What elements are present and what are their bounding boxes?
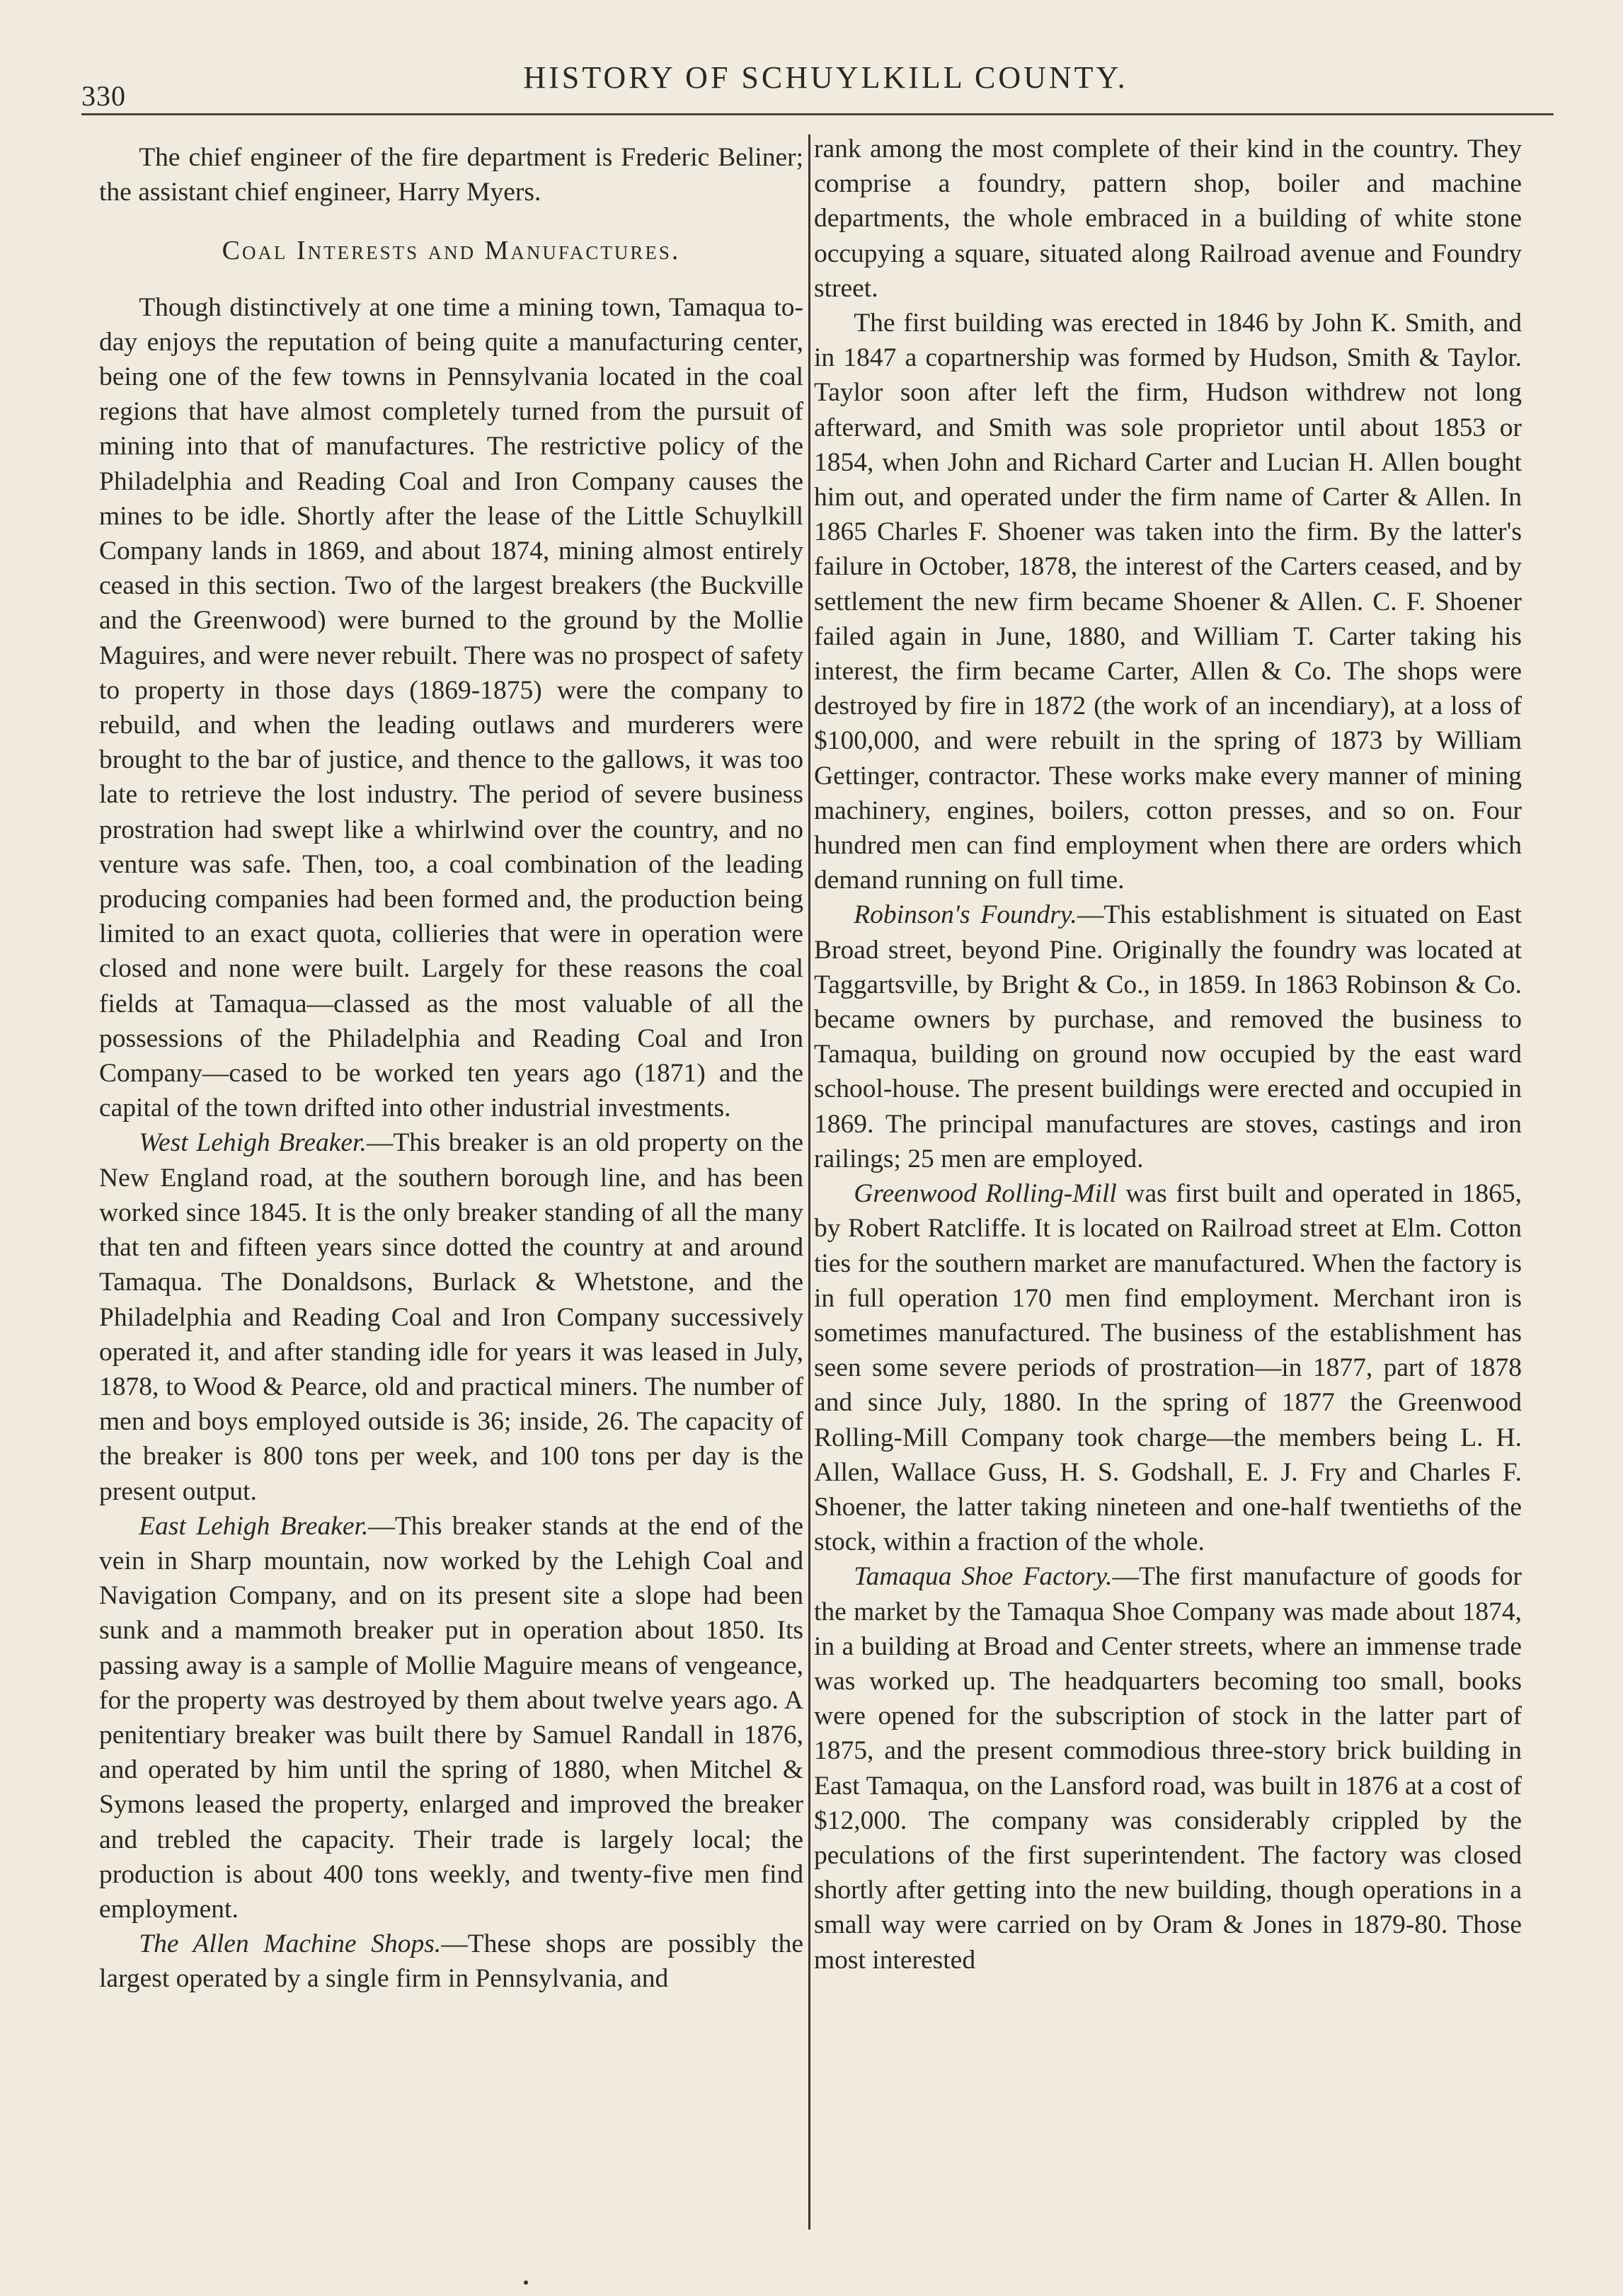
west-lehigh-breaker-paragraph [99,1125,803,1508]
tamaqua-shoe-factory-paragraph [814,1559,1522,1977]
allen-shops-history-paragraph: The first building was erected in 1846 by John K. Smith, and in 1847 a copartnership was formed by Hudson, Smith & Taylor. Taylor soon after left the firm, Hudson withdrew not long afterward, and Smith was sole proprietor until about 1853 or 1854, when John and Richard Carter and Lucian H. Allen bought him out, and operated under the firm name of Carter & Allen. In 1865 Charles F. Shoener was taken into the firm. By the latter's failure in October, 1878, the interest of the Carters ceased, and by settlement the new firm became Shoener & Allen. C. F. Shoener failed again in June, 1880, and William T. Carter taking his interest, the firm became Carter, Allen & Co. The shops were destroyed by fire in 1872 (the work of an incendiary), at a loss of $100,000, and were rebuilt in the spring of 1873 by William Gettinger, contractor. These works make every manner of mining machinery, engines, boilers, cotton presses, and so on. Four hundred men can find employment when there are orders which demand running on full time. [814,309,1522,895]
robinsons-foundry-paragraph [814,897,1522,1176]
left-column [99,140,803,1997]
right-column [814,132,1522,1978]
header-rule [81,113,1554,115]
allen-machine-shops-heading: The Allen Machine Shops. [139,1929,442,1959]
running-title: HISTORY OF SCHUYLKILL COUNTY. [523,60,1128,95]
west-lehigh-breaker-heading: West Lehigh Breaker. [139,1128,367,1158]
east-lehigh-breaker-paragraph [99,1509,803,1927]
column-divider [808,134,810,2229]
east-lehigh-breaker-heading: East Lehigh Breaker. [139,1511,369,1541]
allen-machine-shops-paragraph [99,1927,803,1996]
west-lehigh-breaker-text: —This breaker is an old property on the New England road, at the southern borough line, and has been worked since 1845. It is the only breaker standing of all the many that ten and fifteen years since dotted the country at and around Tamaqua. The Donaldsons, Burlack & Whetstone, and the Philadelphia and Reading Coal and Iron Company successively operated it, and after standing idle for years it was leased in July, 1878, to Wood & Pearce, old and practical miners. The number of men and boys employed outside is 36; inside, 26. The capacity of the breaker is 800 tons per week, and 100 tons per day is the present output. [99,1128,803,1506]
greenwood-rolling-mill-text: was first built and operated in 1865, by Robert Ratcliffe. It is located on Railroad street at Elm. Cotton ties for the southern market are manufactured. When the factory is in full operation 170 men find employment. Merchant iron is sometimes manufactured. The business of the establishment has seen some severe periods of prostration—in 1877, part of 1878 and since July, 1880. In the spring of 1877 the Greenwood Rolling-Mill Company took charge—the members being L. H. Allen, Wallace Guss, H. S. Godshall, E. J. Fry and Charles F. Shoener, the latter taking nineteen and one-half twentieths of the stock, within a fraction of the whole. [814,1179,1522,1557]
page-number: 330 [81,80,126,112]
fire-department-paragraph: The chief engineer of the fire department is Frederic Beliner; the assistant chief engineer, Harry Myers. [99,143,803,207]
coal-interests-paragraph: Though distinctively at one time a mining town, Tamaqua to-day enjoys the reputation of being quite a manufacturing center, being one of the few towns in Pennsylvania located in the coal regions that have almost completely turned from the pursuit of mining into that of manufactures. The restrictive policy of the Philadelphia and Reading Coal and Iron Company causes the mines to be idle. Shortly after the lease of the Little Schuylkill Company lands in 1869, and about 1874, mining almost entirely ceased in this section. Two of the largest breakers (the Buckville and the Greenwood) were burned to the ground by the Mollie Maguires, and were never rebuilt. There was no prospect of safety to property in those days (1869-1875) were the company to rebuild, and when the leading outlaws and murderers were brought to the bar of justice, and thence to the gallows, it was too late to retrieve the lost industry. The period of severe business prostration had swept like a whirlwind over the country, and no venture was safe. Then, too, a coal combination of the leading producing companies had been formed and, the production being limited to an exact quota, collieries that were in operation were closed and none were built. Largely for these reasons the coal fields at Tamaqua—classed as the most valuable of all the possessions of the Philadelphia and Reading Coal and Iron Company—cased to be worked ten years ago (1871) and the capital of the town drifted into other industrial investments. [99,292,803,1123]
robinsons-foundry-text: —This establishment is situated on East Broad street, beyond Pine. Originally the foundry was located at Taggartsville, by Bright & Co., in 1859. In 1863 Robinson & Co. became owners by purchase, and removed the business to Tamaqua, building on ground now occupied by the east ward school-house. The present buildings were erected and occupied in 1869. The principal manufactures are stoves, castings and iron railings; 25 men are employed. [814,900,1522,1173]
tamaqua-shoe-factory-text: —The first manufacture of goods for the market by the Tamaqua Shoe Company was made about 1874, in a building at Broad and Center streets, where an immense trade was worked up. The headquarters becoming too small, books were opened for the subscription of stock in the latter part of 1875, and the present commodious three-story brick building in East Tamaqua, on the Lansford road, was built in 1876 at a cost of $12,000. The company was considerably crippled by the peculations of the first superintendent. The factory was closed shortly after getting into the new building, though operations in a small way were carried on by Oram & Jones in 1879-80. Those most interested [814,1562,1522,1975]
ink-speck [524,2280,528,2285]
robinsons-foundry-heading: Robinson's Foundry. [854,900,1077,930]
allen-machine-shops-text: —These shops are possibly the largest operated by a single firm in Pennsylvania, and [99,1929,804,1994]
greenwood-rolling-mill-paragraph [814,1176,1522,1559]
greenwood-rolling-mill-heading: Greenwood Rolling-Mill [854,1179,1117,1209]
section-heading: Coal Interests and Manufactures. [222,236,681,266]
tamaqua-shoe-factory-heading: Tamaqua Shoe Factory. [854,1562,1113,1592]
east-lehigh-breaker-text: —This breaker stands at the end of the vein in Sharp mountain, now worked by the Lehigh Coal and Navigation Company, and on its present site a slope had been sunk and a mammoth breaker put in operation about 1850. Its passing away is a sample of Mollie Maguire means of vengeance, for the property was destroyed by them about twelve years ago. A penitentiary breaker was built there by Samuel Randall in 1876, and operated by him until the spring of 1880, when Mitchel & Symons leased the property, enlarged and improved the breaker and trebled the capacity. Their trade is largely local; the production is about 400 tons weekly, and twenty-five men find employment. [99,1511,803,1924]
allen-shops-continued-paragraph: rank among the most complete of their kind in the country. They comprise a foundry, pattern shop, boiler and machine departments, the whole embraced in a building of white stone occupying a square, situated along Railroad avenue and Foundry street. [814,134,1522,303]
